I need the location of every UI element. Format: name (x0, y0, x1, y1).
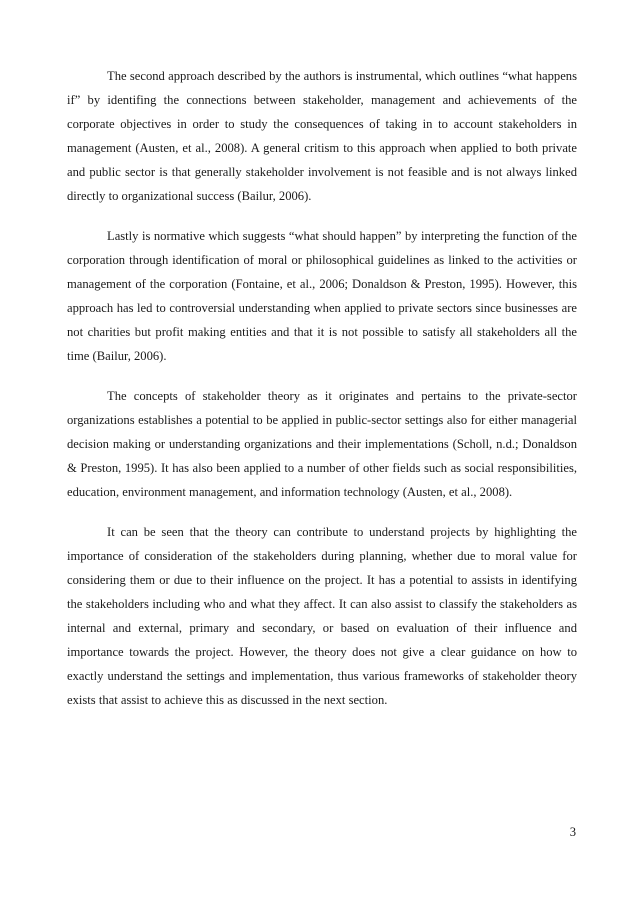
paragraph-theory-contribution: It can be seen that the theory can contribute to understand projects by highlighting the importance of consideration of the stakeholders during planning, whether due to moral value for considering them or due to their influence on the project. It has a potential to assists in identifying the stakeholders including who and what they affect. It can also assist to classify the stakeholders as internal and external, primary and secondary, or based on evaluation of their influence and importance towards the project. However, the theory does not give a clear guidance on how to exactly understand the settings and implementation, thus various frameworks of stakeholder theory exists that assist to achieve this as discussed in the next section. (67, 525, 577, 707)
paragraph-stakeholder-concepts: The concepts of stakeholder theory as it originates and pertains to the private-sector organizations establishes a potential to be applied in public-sector settings also for either managerial decision making or understanding organizations and their implementations (Scholl, n.d.; Donaldson & Preston, 1995). It has also been applied to a number of other fields such as social responsibilities, education, environment management, and information technology (Austen, et al., 2008). (67, 389, 577, 499)
body-text (67, 64, 577, 728)
page-number: 3 (569, 825, 576, 839)
paragraph-normative-approach: Lastly is normative which suggests “what should happen” by interpreting the function of the corporation through identification of moral or philosophical guidelines as linked to the activities or management of the corporation (Fontaine, et al., 2006; Donaldson & Preston, 1995). However, this approach has led to controversial understanding when applied to private sectors since businesses are not charities but profit making entities and that it is not possible to satisfy all stakeholders all the time (Bailur, 2006). (67, 229, 577, 363)
paragraph-instrumental-approach: The second approach described by the authors is instrumental, which outlines “what happens if” by identifing the connections between stakeholder, management and achievements of the corporate objectives in order to study the consequences of taking in to account stakeholders in management (Austen, et al., 2008). A general critism to this approach when applied to both private and public sector is that generally stakeholder involvement is not feasible and is not always linked directly to organizational success (Bailur, 2006). (67, 69, 577, 203)
